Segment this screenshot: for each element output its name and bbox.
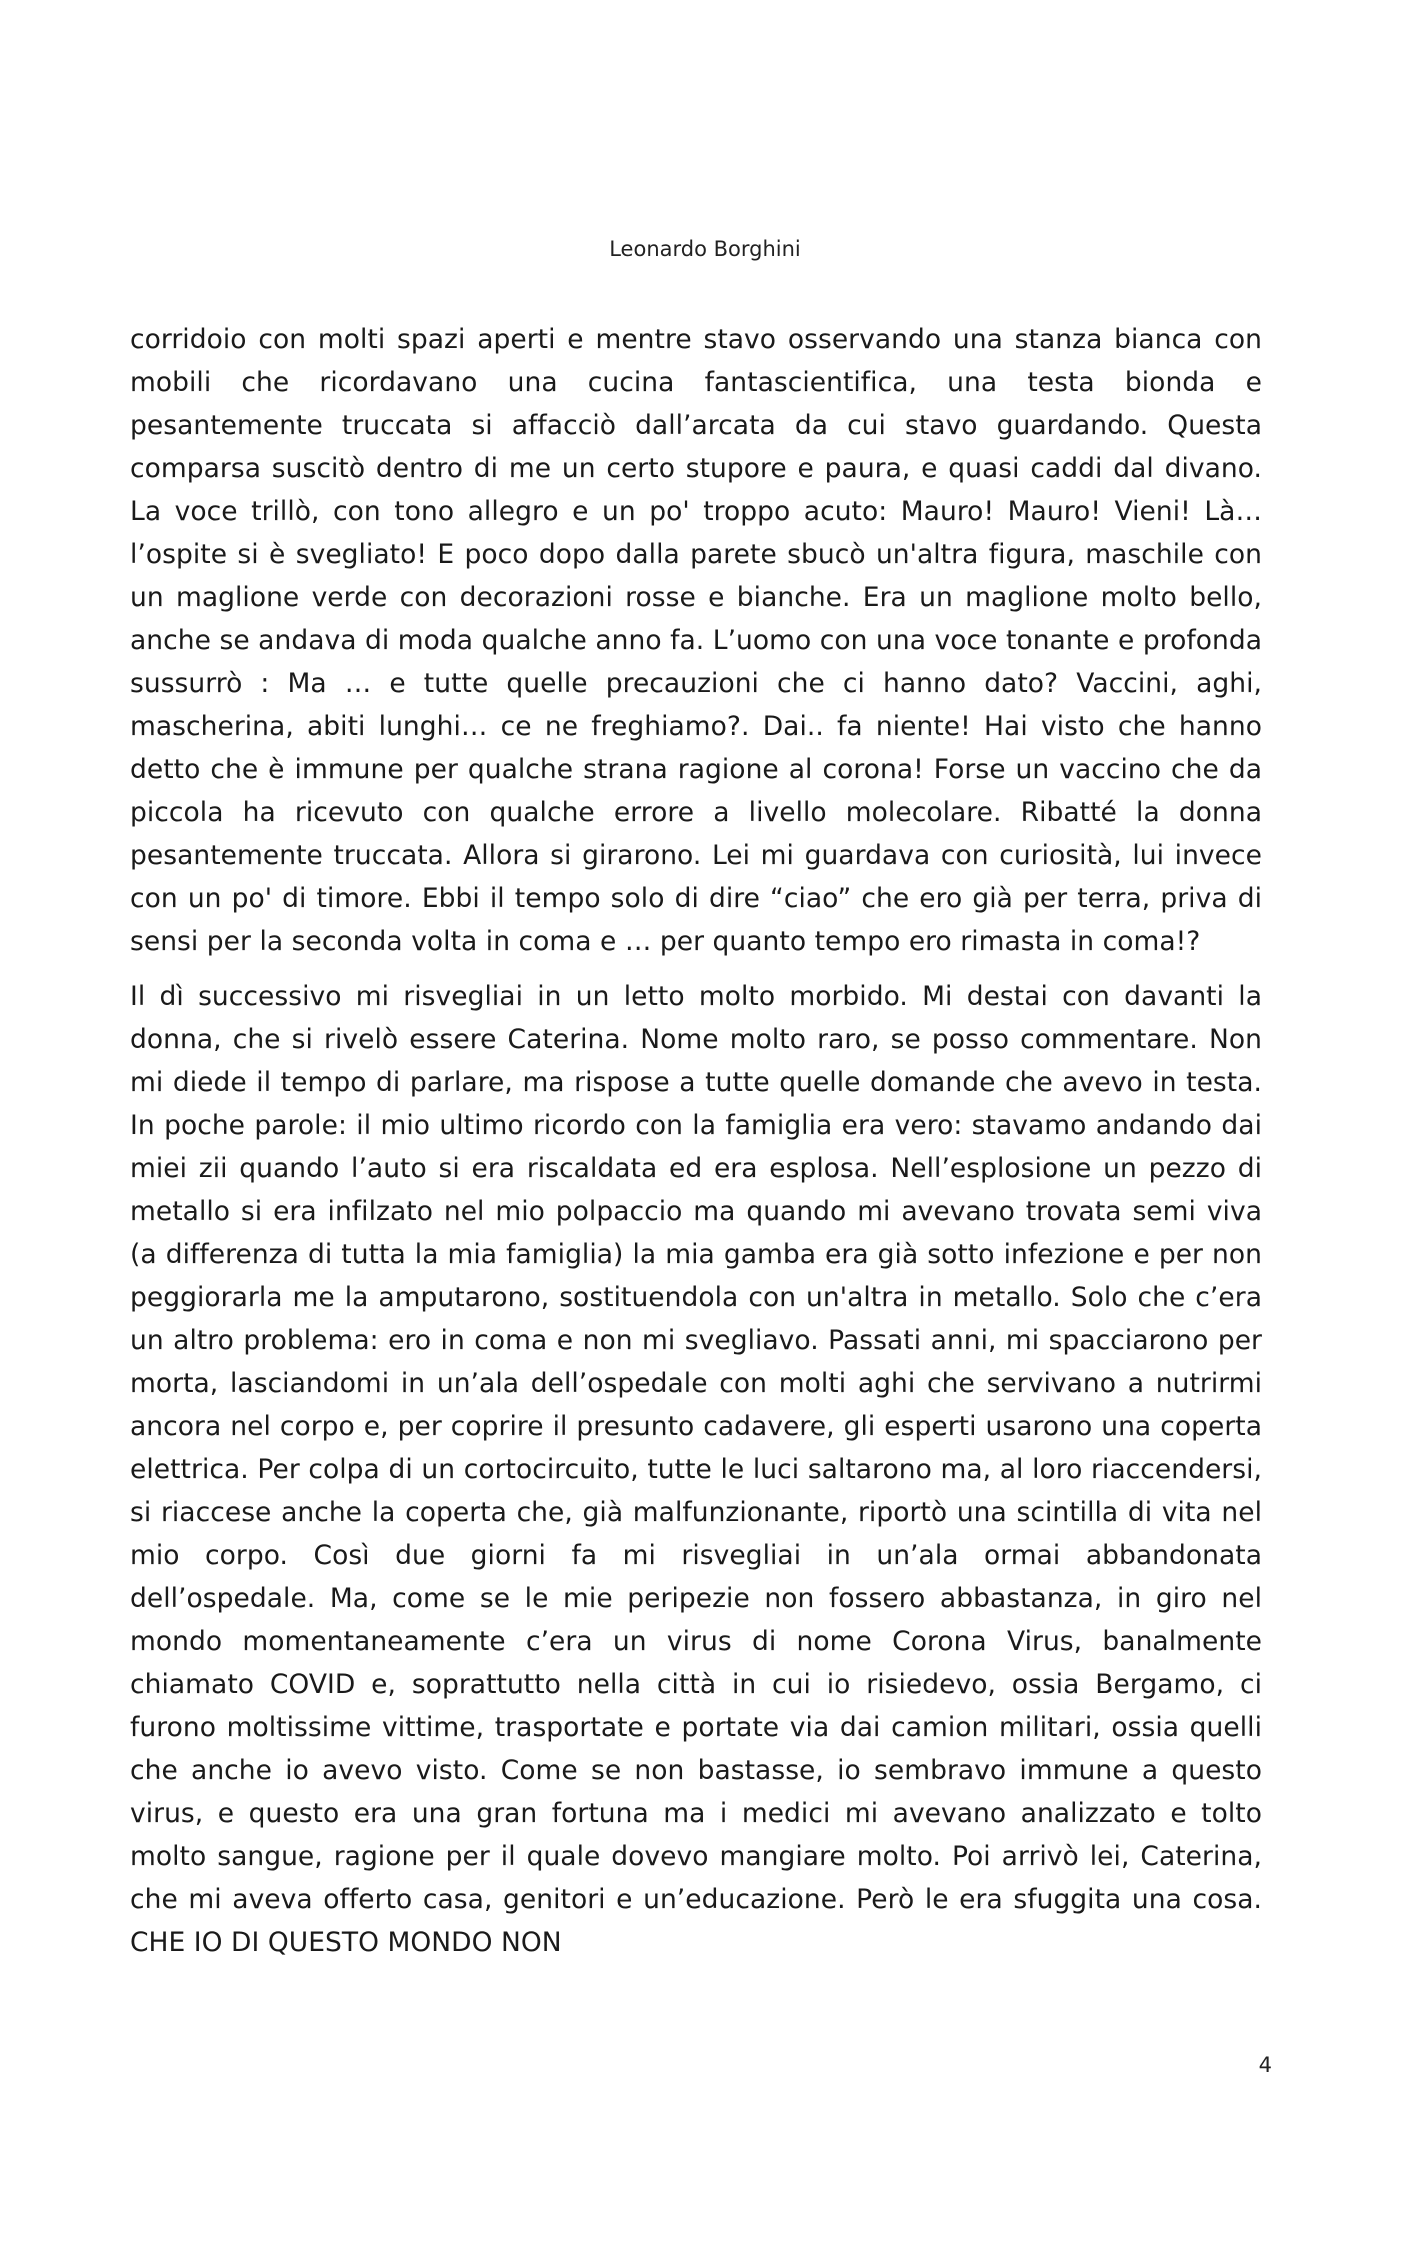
running-header-author: Leonardo Borghini (609, 237, 801, 261)
paragraph-2: Il dì successivo mi risvegliai in un letto molto morbido. Mi destai con davanti la donna, che si rivelò essere Caterina. Nome molto raro, se posso commentare. Non mi diede il tempo di parlare, ma rispose a tutte quelle domande che avevo in testa. In poche parole: il mio ultimo ricordo con la famiglia era vero: stavamo andando dai miei zii quando l’auto si era riscaldata ed era esplosa. Nell’esplosione un pezzo di metallo si era infilzato nel mio polpaccio ma quando mi avevano trovata semi viva (a differenza di tutta la mia famiglia) la mia gamba era già sotto infezione e per non peggiorarla me la amputarono, sostituendola con un'altra in metallo. Solo che c’era un altro problema: ero in coma e non mi svegliavo. Passati anni, mi spacciarono per morta, lasciandomi in un’ala dell’ospedale con molti aghi che servivano a nutrirmi ancora nel corpo e, per coprire il presunto cadavere, gli esperti usarono una coperta elettrica. Per colpa di un cortocircuito, tutte le luci saltarono ma, al loro riaccendersi, si riaccese anche la coperta che, già malfunzionante, riportò una scintilla di vita nel mio corpo. Così due giorni fa mi risvegliai in un’ala ormai abbandonata dell’ospedale. Ma, come se le mie peripezie non fossero abbastanza, in giro nel mondo momentaneamente c’era un virus di nome Corona Virus, banalmente chiamato COVID e, soprattutto nella città in cui io risiedevo, ossia Bergamo, ci furono moltissime vittime, trasportate e portate via dai camion militari, ossia quelli che anche io avevo visto. Come se non bastasse, io sembravo immune a questo virus, e questo era una gran fortuna ma i medici mi avevano analizzato e tolto molto sangue, ragione per il quale dovevo mangiare molto. Poi arrivò lei, Caterina, che mi aveva offerto casa, genitori e un’educazione. Però le era sfuggita una cosa. CHE IO DI QUESTO MONDO NON (130, 981, 1262, 1958)
paragraph-1: corridoio con molti spazi aperti e mentre stavo osservando una stanza bianca con mobili che ricordavano una cucina fantascientifica, una testa bionda e pesantemente truccata si affacciò dall’arcata da cui stavo guardando. Questa comparsa suscitò dentro di me un certo stupore e paura, e quasi caddi dal divano. La voce trillò, con tono allegro e un po' troppo acuto: Mauro! Mauro! Vieni! Là… l’ospite si è svegliato! E poco dopo dalla parete sbucò un'altra figura, maschile con un maglione verde con decorazioni rosse e bianche. Era un maglione molto bello, anche se andava di moda qualche anno fa. L’uomo con una voce tonante e profonda sussurrò : Ma … e tutte quelle precauzioni che ci hanno dato? Vaccini, aghi, mascherina, abiti lunghi… ce ne freghiamo?. Dai.. fa niente! Hai visto che hanno detto che è immune per qualche strana ragione al corona! Forse un vaccino che da piccola ha ricevuto con qualche errore a livello molecolare. Ribatté la donna pesantemente truccata. Allora si girarono. Lei mi guardava con curiosità, lui invece con un po' di timore. Ebbi il tempo solo di dire “ciao” che ero già per terra, priva di sensi per la seconda volta in coma e … per quanto tempo ero rimasta in coma!? (130, 324, 1262, 957)
body-text (130, 318, 1262, 1964)
page-number: 4 (1258, 2053, 1272, 2077)
